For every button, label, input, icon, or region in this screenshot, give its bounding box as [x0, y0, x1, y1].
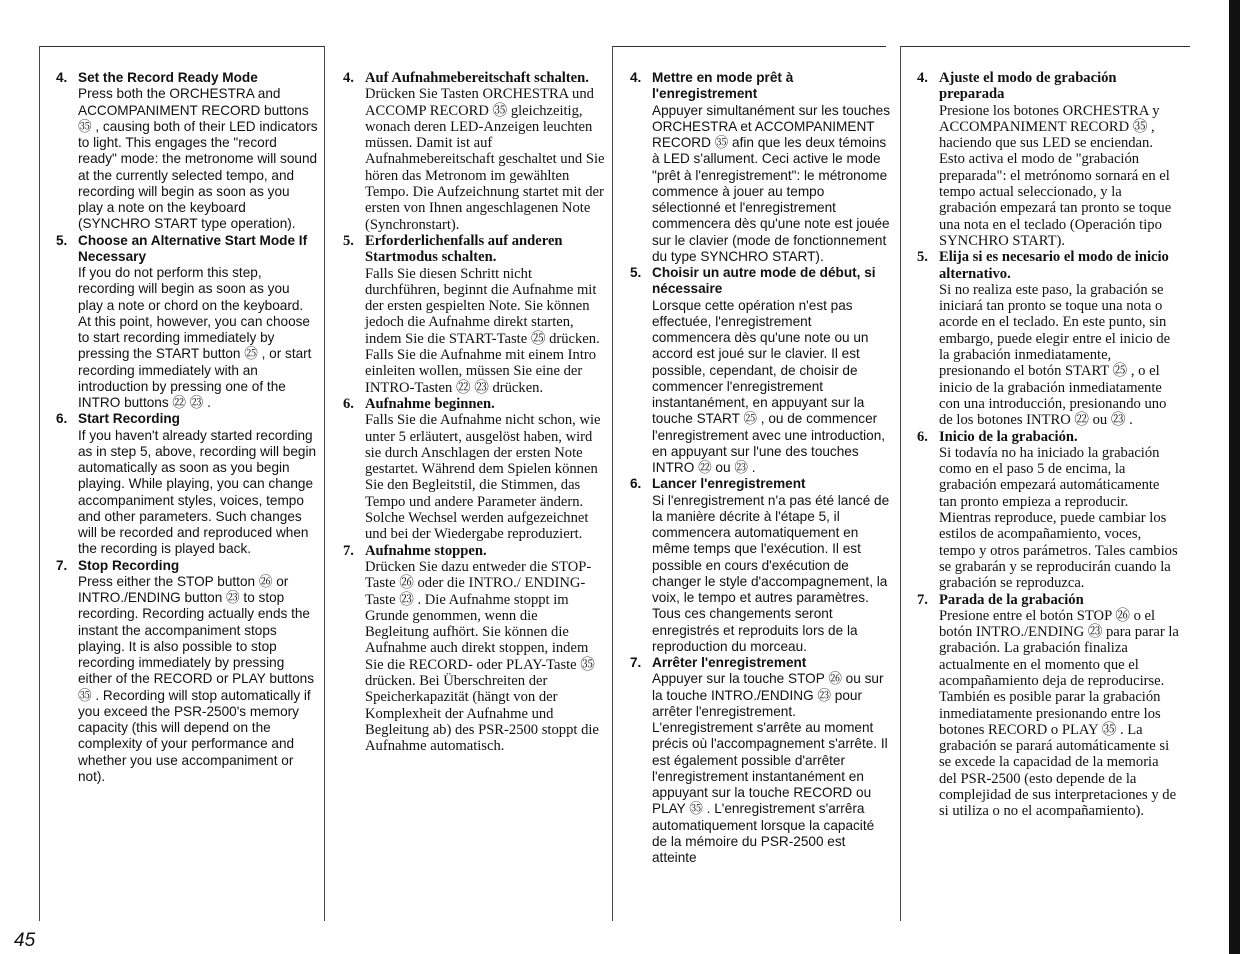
step-body: Presione los botones ORCHESTRA y ACCOMPANIMENT RECORD ㉟ , haciendo que sus LED se enciendan. Esto activa el modo de "grabación preparada": el metrónomo sornará en el tempo actual seleccionado, y la grabación empezará tan pronto se toque una nota en el teclado (Operación tipo SYNCHRO START).	[939, 102, 1172, 249]
step-number: 7.	[917, 591, 928, 608]
step-number: 4.	[917, 70, 928, 86]
step-4	[917, 70, 1179, 249]
step-number: 4.	[343, 70, 354, 86]
step-number: 7.	[343, 542, 354, 559]
step-body: Si no realiza este paso, la grabación se iniciará tan pronto se toque una nota o acorde en el teclado. En este punto, sin embargo, puede elegir entre el inicio de la grabación inmediatamente, presionando el botón START ㉕ , o el inicio de la grabación inmediatamente con una introducción, presionando uno de los botones INTRO ㉒ ou ㉓ .	[939, 281, 1171, 429]
step-heading: Inicio de la grabación.	[939, 428, 1078, 445]
step-5	[343, 233, 605, 396]
step-body: Press both the ORCHESTRA and ACCOMPANIMENT RECORD buttons ㉟ , causing both of their LED indicators to light. This engages the "record ready" mode: the metronome will sound at the currently selected tempo, and recording will begin as soon as you play a note on the keyboard (SYNCHRO START type operation).	[78, 86, 318, 232]
step-number: 5.	[917, 249, 928, 266]
step-number: 6.	[630, 476, 642, 492]
step-body: Press either the STOP button ㉖ or INTRO./ENDING button ㉓ to stop recording. Recording actually ends the instant the accompaniment stops playing. It is also possible to stop recording immediately by pressing either of the RECORD or PLAY buttons ㉟ . Recording will stop automatically if you exceed the PSR-2500's memory capacity (this will depend on the complexity of your performance and whether you use accompaniment or not).	[78, 573, 314, 784]
step-number: 5.	[56, 232, 68, 248]
column-top-rule	[900, 46, 1190, 47]
step-heading: Lancer l'enregistrement	[652, 476, 806, 492]
step-4	[630, 70, 892, 265]
column-spanish	[917, 70, 1179, 820]
step-heading: Choisir un autre mode de début, si nécessaire	[652, 265, 876, 297]
step-body: Falls Sie diesen Schritt nicht durchführen, beginnt die Aufnahme mit der ersten gespielten Note. Sie können jedoch die Aufnahme direkt starten, indem Sie die START-Taste ㉕ drücken. Falls Sie die Aufnahme mit einem Intro einleiten wollen, müssen Sie eine der INTRO-Tasten ㉒ ㉓ drücken.	[365, 265, 600, 396]
step-body: Presione entre el botón STOP ㉖ o el botón INTRO./ENDING ㉓ para parar la grabación. La grabación finaliza actualmente en el momento que el acompañamiento deja de reproducirse. También es posible parar la grabación inmediatamente presionando entre los botones RECORD o PLAY ㉟ . La grabación se parará automáticamente si se excede la capacidad de la memoria del PSR-2500 (esto depende de la complejidad de sus interpretaciones y de si utiliza o no el acompañamiento).	[939, 607, 1179, 820]
step-heading: Erforderlichenfalls auf anderen Startmodus schalten.	[365, 232, 563, 266]
step-heading: Auf Aufnahmebereitschaft schalten.	[365, 70, 589, 86]
step-4	[56, 70, 318, 233]
step-6	[343, 396, 605, 543]
step-body: Appuyer simultanément sur les touches ORCHESTRA et ACCOMPANIMENT RECORD ㉟ afin que les deux témoins à LED s'allument. Ceci active le mode "prêt à l'enregistrement": le métronome commence à jouer au tempo sélectionné et l'enregistrement commencera dès qu'une note est jouée sur le clavier (mode de fonctionnement du type SYNCHRO START).	[652, 102, 891, 264]
column-top-rule	[39, 46, 324, 47]
step-heading: Stop Recording	[78, 557, 180, 573]
column-divider	[324, 46, 325, 921]
step-heading: Arrêter l'enregistrement	[652, 655, 807, 670]
column-english	[56, 70, 318, 785]
column-top-rule	[612, 46, 886, 47]
step-number: 4.	[56, 70, 68, 85]
step-heading: Ajuste el modo de grabación preparada	[939, 70, 1117, 103]
step-number: 7.	[630, 655, 642, 670]
step-7	[343, 543, 605, 755]
page-edge-bar	[1229, 0, 1240, 954]
page-number: 45	[14, 930, 36, 951]
step-body: Si todavía no ha iniciado la grabación como en el paso 5 de encima, la grabación empezará automáticamente tan pronto empieza a reproducir. Mientras reproduce, puede cambiar los estilos de acompañamiento, voces, tempo y otros parámetros. Tales cambios se grabarán y se reproducirán cuando la grabación se reproduzca.	[939, 444, 1178, 592]
step-5	[630, 265, 892, 476]
column-divider	[900, 46, 901, 921]
step-7	[630, 655, 892, 866]
step-body: If you haven't already started recording as in step 5, above, recording will begin automatically as soon as you begin playing. While playing, you can change accompaniment styles, voices, tempo and other parameters. Such changes will be recorded and reproduced when the recording is played back.	[78, 427, 317, 557]
step-body: Si l'enregistrement n'a pas été lancé de la manière décrite à l'étape 5, il commencera automatiquement en même temps que l'exécution. Il est possible en cours d'exécution de changer le style d'accompagnement, la voix, le tempo et autres paramètres. Tous ces changements seront enregistrés et reproduits lors de la reproduction du morceau.	[652, 492, 890, 654]
step-6	[56, 411, 318, 557]
column-french	[630, 70, 892, 866]
step-number: 6.	[56, 411, 68, 427]
step-body: Falls Sie die Aufnahme nicht schon, wie unter 5 erläutert, ausgelöst haben, wird sie durch Anschlagen der ersten Note gestartet. Während dem Spielen können Sie den Begleitstil, die Stimmen, das Tempo und andere Parameter ändern. Solche Wechsel werden aufgezeichnet und bei der Wiedergabe reproduziert.	[365, 412, 601, 543]
step-heading: Parada de la grabación	[939, 591, 1084, 608]
step-5	[56, 233, 318, 412]
step-body: Drücken Sie dazu entweder die STOP-Taste ㉖ oder die INTRO./ ENDING-Taste ㉓ . Die Aufnahme stoppt im Grunde genommen, wenn die Begleitung aufhört. Sie können die Aufnahme auch direkt stoppen, indem Sie die RECORD- oder PLAY-Taste ㉟ drücken. Bei Überschreiten der Speicherkapazität (hängt von der Komplexheit der Aufnahme und Begleitung ab) des PSR-2500 stoppt die Aufnahme automatisch.	[365, 558, 599, 755]
step-heading: Choose an Alternative Start Mode If Necessary	[78, 232, 308, 264]
step-heading: Start Recording	[78, 411, 180, 427]
step-heading: Set the Record Ready Mode	[78, 70, 258, 85]
column-divider	[612, 46, 613, 921]
step-6	[630, 476, 892, 655]
column-divider	[39, 46, 40, 921]
step-7	[56, 558, 318, 786]
step-heading: Mettre en mode prêt à l'enregistrement	[652, 70, 794, 102]
step-number: 7.	[56, 557, 68, 573]
step-heading: Elija si es necesario el modo de inicio alternativo.	[939, 249, 1169, 282]
step-body: If you do not perform this step, recording will begin as soon as you play a note or chord on the keyboard. At this point, however, you can choose to start recording immediately by pressing the START button ㉕ , or start recording immediately with an introduction by pressing one of the INTRO buttons ㉒ ㉓ .	[78, 265, 312, 410]
step-number: 4.	[630, 70, 642, 85]
step-body: Lorsque cette opération n'est pas effectuée, l'enregistrement commencera dès qu'une note ou un accord est joué sur le clavier. Il est possible, cependant, de choisir de commencer l'enregistrement instantanément, en appuyant sur la touche START ㉕ , ou de commencer l'enregistrement avec une introduction, en appuyant sur l'une des touches INTRO ㉒ ou ㉓ .	[652, 297, 886, 475]
step-number: 5.	[630, 265, 642, 280]
step-body: Drücken Sie Tasten ORCHESTRA und ACCOMP RECORD ㉟ gleichzeitig, wonach deren LED-Anzeigen leuchten müssen. Damit ist auf Aufnahmebereitschaft geschaltet und Sie hören das Metronom im gewählten Tempo. Die Aufzeichnung startet mit der ersten von Ihnen angeschlagenen Note (Synchronstart).	[365, 86, 605, 233]
column-german	[343, 70, 605, 754]
step-5	[917, 249, 1179, 428]
step-number: 6.	[343, 395, 354, 412]
step-number: 6.	[917, 428, 928, 445]
step-heading: Aufnahme stoppen.	[365, 542, 487, 559]
step-number: 5.	[343, 232, 354, 249]
step-heading: Aufnahme beginnen.	[365, 395, 495, 412]
step-4	[343, 70, 605, 233]
step-body: Appuyer sur la touche STOP ㉖ ou sur la touche INTRO./ENDING ㉓ pour arrêter l'enregistrement. L'enregistrement s'arrête au moment précis où l'accompagnement s'arrête. Il est également possible d'arrêter l'enregistrement instantanément en appuyant sur la touche RECORD ou PLAY ㉟ . L'enregistrement s'arrêra automatiquement lorsque la capacité de la mémoire du PSR-2500 est atteinte	[652, 671, 888, 865]
step-6	[917, 429, 1179, 592]
step-7	[917, 592, 1179, 820]
